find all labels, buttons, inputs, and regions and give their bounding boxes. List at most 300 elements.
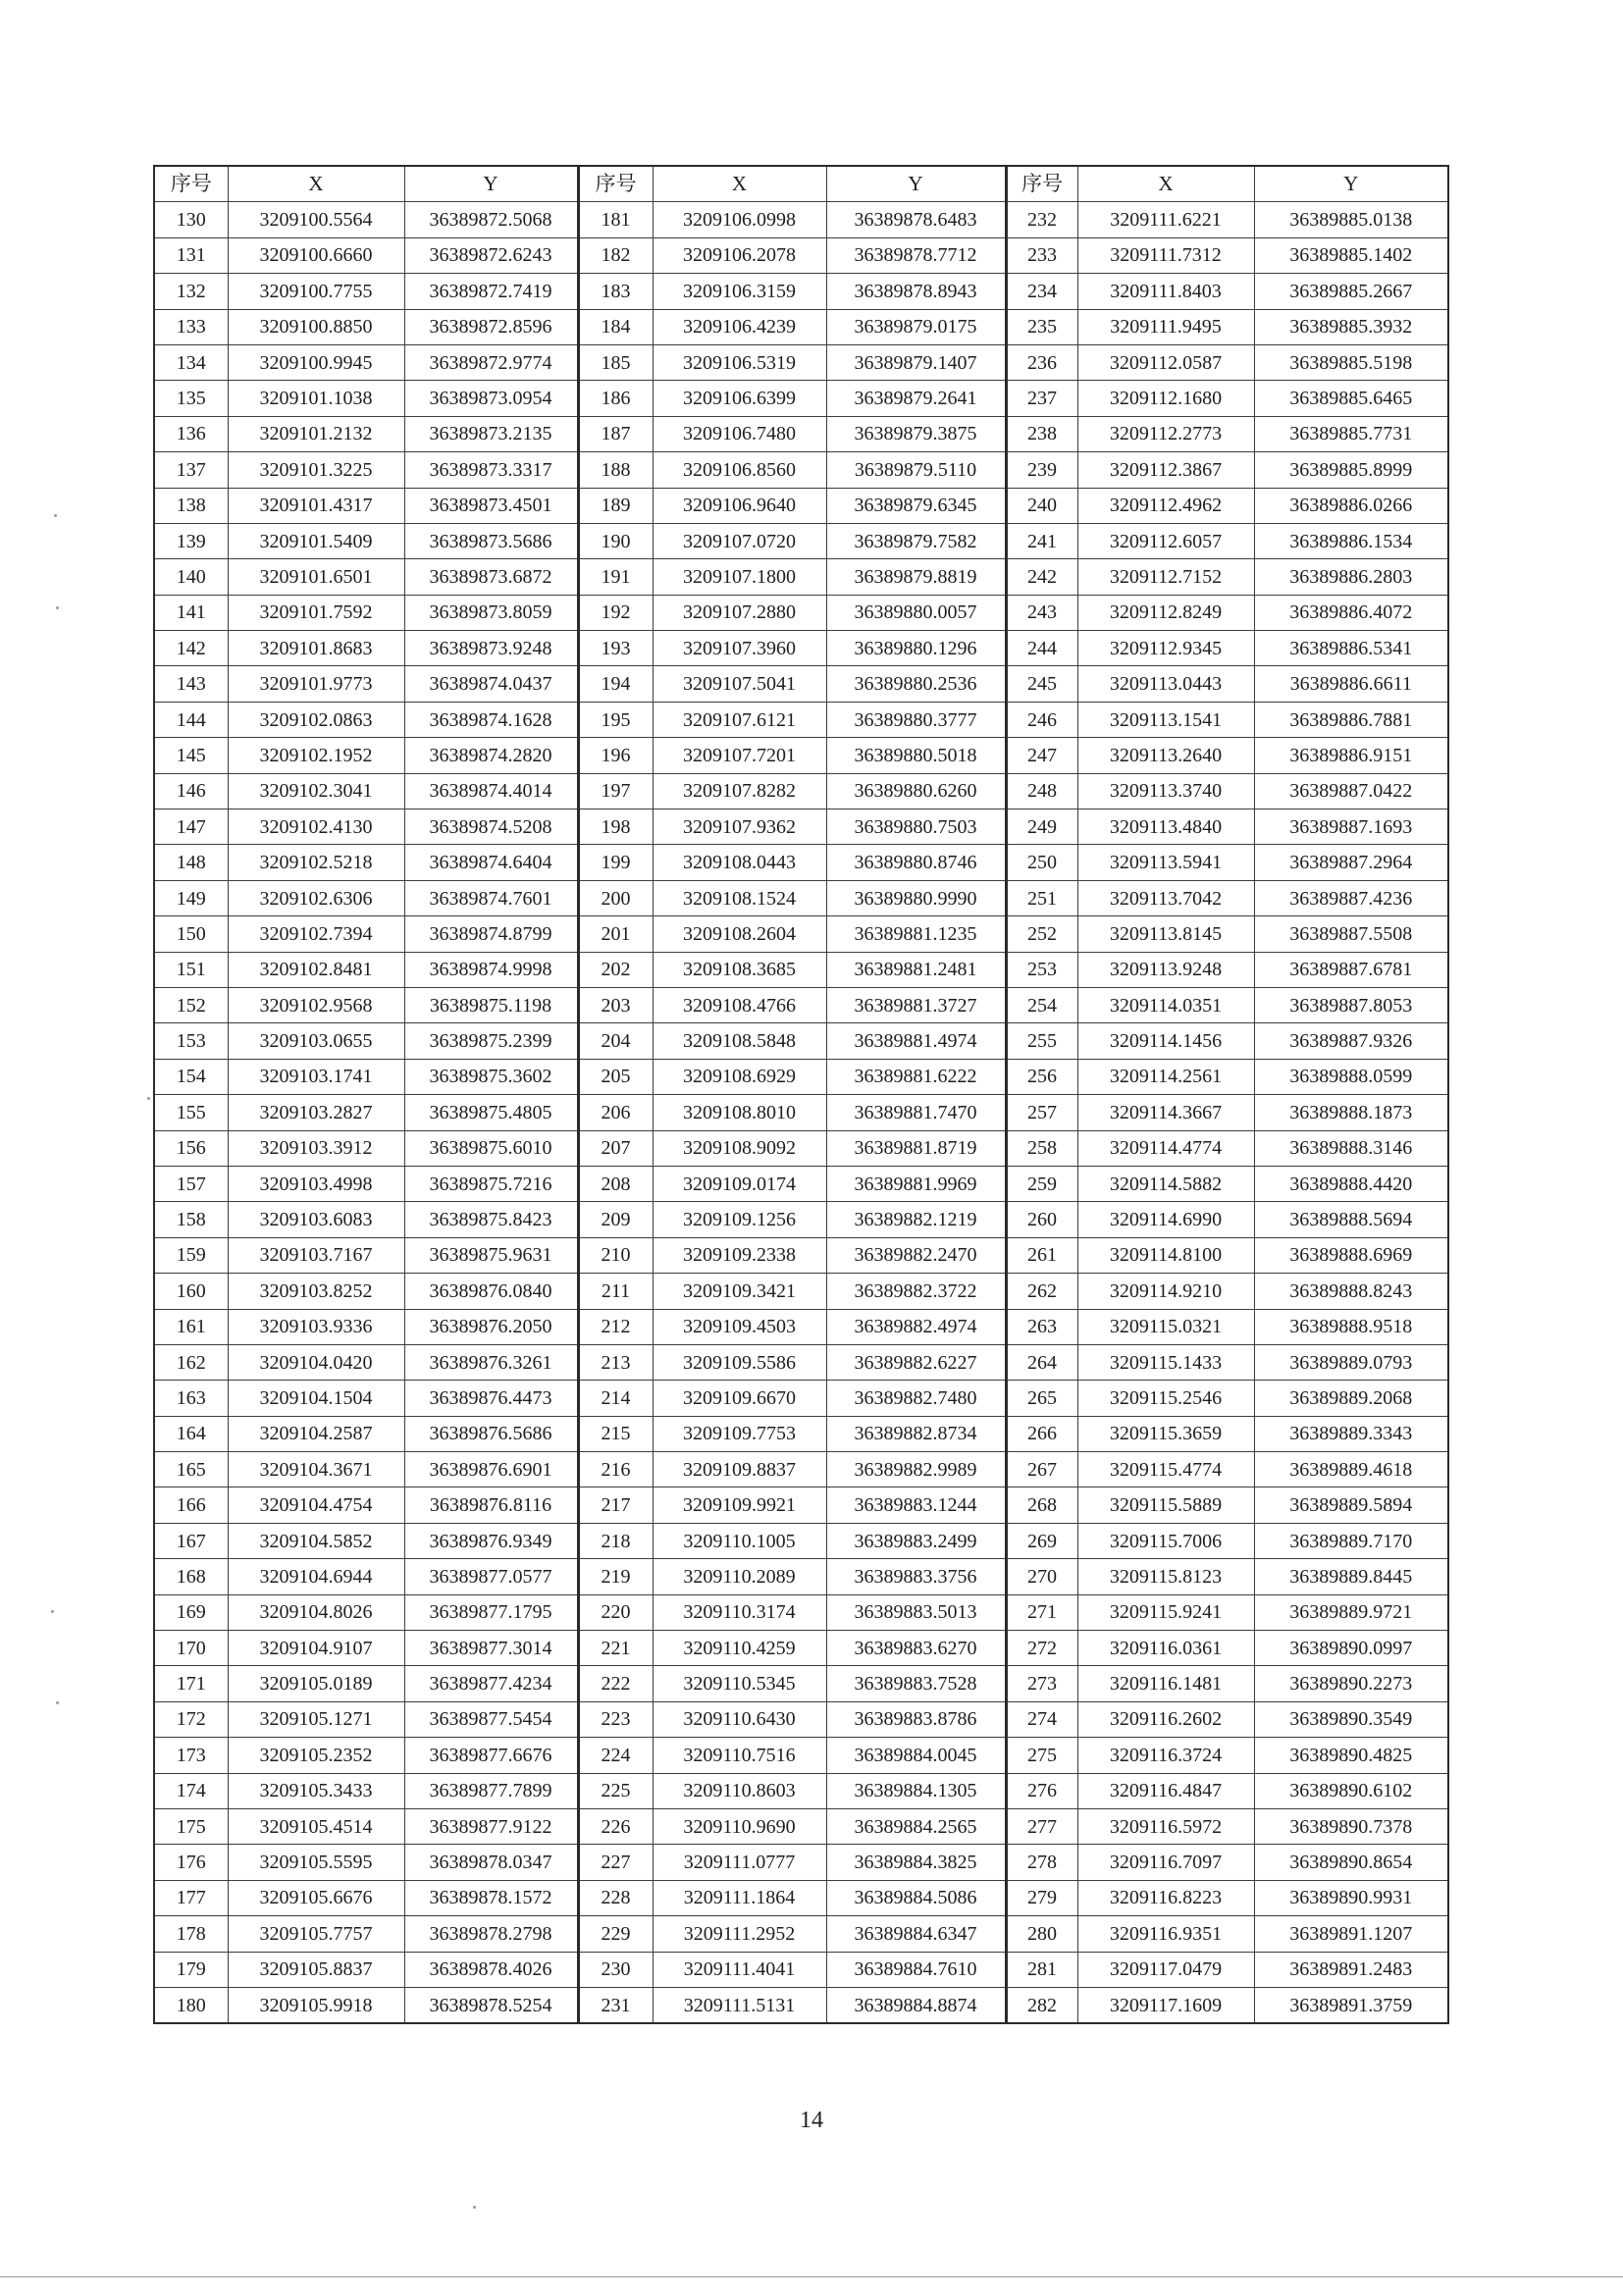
- cell-index: 144: [154, 702, 228, 737]
- cell-y: 36389880.6260: [826, 773, 1006, 809]
- table-row: [154, 523, 1448, 558]
- cell-y: 36389882.3722: [826, 1274, 1006, 1309]
- cell-index: 259: [1006, 1166, 1077, 1201]
- table-row: [154, 952, 1448, 987]
- cell-index: 254: [1006, 987, 1077, 1022]
- cell-y: 36389874.5208: [404, 809, 578, 845]
- header-index: 序号: [154, 166, 228, 202]
- cell-index: 182: [578, 237, 653, 273]
- cell-y: 36389885.0138: [1254, 202, 1448, 237]
- cell-x: 3209101.5409: [228, 523, 404, 558]
- coordinate-table: [153, 165, 1449, 2024]
- cell-y: 36389872.5068: [404, 202, 578, 237]
- cell-index: 237: [1006, 381, 1077, 416]
- cell-x: 3209103.3912: [228, 1130, 404, 1166]
- cell-y: 36389880.8746: [826, 845, 1006, 880]
- cell-index: 239: [1006, 452, 1077, 488]
- cell-x: 3209108.1524: [653, 880, 826, 915]
- cell-y: 36389881.8719: [826, 1130, 1006, 1166]
- cell-index: 273: [1006, 1666, 1077, 1701]
- cell-index: 135: [154, 381, 228, 416]
- cell-index: 166: [154, 1487, 228, 1523]
- cell-y: 36389888.6969: [1254, 1237, 1448, 1273]
- cell-x: 3209104.0420: [228, 1344, 404, 1380]
- cell-y: 36389890.8654: [1254, 1845, 1448, 1880]
- cell-index: 209: [578, 1202, 653, 1237]
- cell-y: 36389872.8596: [404, 309, 578, 344]
- table-row: [154, 559, 1448, 595]
- bottom-rule: [0, 2276, 1623, 2277]
- cell-x: 3209106.2078: [653, 237, 826, 273]
- cell-x: 3209102.7394: [228, 916, 404, 952]
- table-row: [154, 309, 1448, 344]
- cell-x: 3209107.5041: [653, 666, 826, 702]
- cell-index: 212: [578, 1309, 653, 1344]
- cell-x: 3209108.9092: [653, 1130, 826, 1166]
- cell-index: 181: [578, 202, 653, 237]
- header-y: Y: [404, 166, 578, 202]
- cell-index: 175: [154, 1808, 228, 1844]
- cell-index: 240: [1006, 488, 1077, 523]
- header-y: Y: [826, 166, 1006, 202]
- cell-index: 210: [578, 1237, 653, 1273]
- cell-x: 3209104.2587: [228, 1416, 404, 1451]
- cell-y: 36389881.2481: [826, 952, 1006, 987]
- cell-index: 276: [1006, 1773, 1077, 1808]
- cell-index: 248: [1006, 773, 1077, 809]
- cell-index: 205: [578, 1059, 653, 1094]
- table-row: [154, 1738, 1448, 1773]
- cell-x: 3209113.3740: [1077, 773, 1254, 809]
- cell-y: 36389889.7170: [1254, 1523, 1448, 1558]
- cell-index: 228: [578, 1880, 653, 1915]
- cell-x: 3209106.8560: [653, 452, 826, 488]
- cell-x: 3209110.5345: [653, 1666, 826, 1701]
- cell-y: 36389880.7503: [826, 809, 1006, 845]
- table-row: [154, 1666, 1448, 1701]
- cell-index: 227: [578, 1845, 653, 1880]
- cell-index: 183: [578, 274, 653, 309]
- cell-y: 36389884.0045: [826, 1738, 1006, 1773]
- cell-y: 36389891.3759: [1254, 1987, 1448, 2023]
- cell-x: 3209112.0587: [1077, 344, 1254, 380]
- cell-index: 151: [154, 952, 228, 987]
- cell-y: 36389883.8786: [826, 1701, 1006, 1737]
- cell-x: 3209105.5595: [228, 1845, 404, 1880]
- cell-index: 234: [1006, 274, 1077, 309]
- cell-y: 36389876.4473: [404, 1381, 578, 1416]
- cell-x: 3209111.1864: [653, 1880, 826, 1915]
- cell-index: 247: [1006, 738, 1077, 773]
- cell-x: 3209102.1952: [228, 738, 404, 773]
- cell-index: 147: [154, 809, 228, 845]
- cell-x: 3209107.7201: [653, 738, 826, 773]
- cell-x: 3209116.0361: [1077, 1631, 1254, 1666]
- cell-x: 3209102.0863: [228, 702, 404, 737]
- cell-x: 3209108.3685: [653, 952, 826, 987]
- cell-index: 269: [1006, 1523, 1077, 1558]
- cell-x: 3209102.9568: [228, 987, 404, 1022]
- cell-index: 154: [154, 1059, 228, 1094]
- cell-x: 3209113.8145: [1077, 916, 1254, 952]
- table-row: [154, 1987, 1448, 2023]
- cell-x: 3209111.7312: [1077, 237, 1254, 273]
- cell-x: 3209111.5131: [653, 1987, 826, 2023]
- cell-y: 36389883.6270: [826, 1631, 1006, 1666]
- cell-x: 3209108.6929: [653, 1059, 826, 1094]
- cell-y: 36389878.8943: [826, 274, 1006, 309]
- cell-y: 36389884.5086: [826, 1880, 1006, 1915]
- table-row: [154, 1773, 1448, 1808]
- table-row: [154, 916, 1448, 952]
- cell-y: 36389882.4974: [826, 1309, 1006, 1344]
- cell-y: 36389877.6676: [404, 1738, 578, 1773]
- cell-index: 252: [1006, 916, 1077, 952]
- cell-index: 275: [1006, 1738, 1077, 1773]
- cell-y: 36389876.0840: [404, 1274, 578, 1309]
- cell-x: 3209114.5882: [1077, 1166, 1254, 1201]
- table-row: [154, 1095, 1448, 1130]
- cell-x: 3209110.2089: [653, 1559, 826, 1594]
- cell-index: 230: [578, 1952, 653, 1987]
- cell-index: 274: [1006, 1701, 1077, 1737]
- cell-index: 219: [578, 1559, 653, 1594]
- cell-y: 36389876.8116: [404, 1487, 578, 1523]
- cell-y: 36389890.0997: [1254, 1631, 1448, 1666]
- cell-x: 3209103.4998: [228, 1166, 404, 1201]
- cell-index: 263: [1006, 1309, 1077, 1344]
- cell-x: 3209109.9921: [653, 1487, 826, 1523]
- cell-y: 36389873.5686: [404, 523, 578, 558]
- cell-x: 3209114.9210: [1077, 1274, 1254, 1309]
- table-row: [154, 381, 1448, 416]
- cell-index: 163: [154, 1381, 228, 1416]
- cell-y: 36389874.1628: [404, 702, 578, 737]
- cell-index: 201: [578, 916, 653, 952]
- cell-index: 171: [154, 1666, 228, 1701]
- cell-x: 3209110.7516: [653, 1738, 826, 1773]
- cell-x: 3209101.4317: [228, 488, 404, 523]
- table-row: [154, 773, 1448, 809]
- table-row: [154, 1416, 1448, 1451]
- cell-y: 36389885.7731: [1254, 416, 1448, 451]
- cell-x: 3209101.2132: [228, 416, 404, 451]
- cell-index: 194: [578, 666, 653, 702]
- table-row: [154, 880, 1448, 915]
- cell-y: 36389887.9326: [1254, 1023, 1448, 1059]
- cell-y: 36389877.7899: [404, 1773, 578, 1808]
- cell-x: 3209115.9241: [1077, 1594, 1254, 1630]
- table-row: [154, 1166, 1448, 1201]
- cell-x: 3209113.9248: [1077, 952, 1254, 987]
- cell-index: 202: [578, 952, 653, 987]
- cell-y: 36389887.5508: [1254, 916, 1448, 952]
- cell-x: 3209112.3867: [1077, 452, 1254, 488]
- cell-index: 131: [154, 237, 228, 273]
- cell-y: 36389878.5254: [404, 1987, 578, 2023]
- cell-index: 267: [1006, 1452, 1077, 1487]
- table-row: [154, 631, 1448, 666]
- cell-x: 3209103.7167: [228, 1237, 404, 1273]
- cell-index: 233: [1006, 237, 1077, 273]
- cell-x: 3209102.4130: [228, 809, 404, 845]
- table-row: [154, 1202, 1448, 1237]
- cell-y: 36389880.5018: [826, 738, 1006, 773]
- cell-index: 130: [154, 202, 228, 237]
- cell-x: 3209100.6660: [228, 237, 404, 273]
- cell-x: 3209105.2352: [228, 1738, 404, 1773]
- cell-y: 36389877.0577: [404, 1559, 578, 1594]
- cell-index: 172: [154, 1701, 228, 1737]
- cell-y: 36389879.1407: [826, 344, 1006, 380]
- header-row: [154, 166, 1448, 202]
- cell-x: 3209114.3667: [1077, 1095, 1254, 1130]
- cell-x: 3209115.8123: [1077, 1559, 1254, 1594]
- cell-index: 266: [1006, 1416, 1077, 1451]
- cell-y: 36389875.6010: [404, 1130, 578, 1166]
- cell-y: 36389880.3777: [826, 702, 1006, 737]
- cell-y: 36389881.4974: [826, 1023, 1006, 1059]
- cell-x: 3209111.6221: [1077, 202, 1254, 237]
- cell-x: 3209112.6057: [1077, 523, 1254, 558]
- cell-x: 3209103.2827: [228, 1095, 404, 1130]
- table-row: [154, 1631, 1448, 1666]
- table-row: [154, 738, 1448, 773]
- cell-y: 36389874.2820: [404, 738, 578, 773]
- cell-x: 3209110.4259: [653, 1631, 826, 1666]
- cell-x: 3209107.1800: [653, 559, 826, 595]
- cell-index: 280: [1006, 1916, 1077, 1952]
- table-row: [154, 452, 1448, 488]
- cell-x: 3209112.8249: [1077, 595, 1254, 630]
- cell-index: 148: [154, 845, 228, 880]
- cell-index: 185: [578, 344, 653, 380]
- cell-y: 36389886.6611: [1254, 666, 1448, 702]
- cell-y: 36389875.4805: [404, 1095, 578, 1130]
- cell-index: 143: [154, 666, 228, 702]
- cell-x: 3209117.1609: [1077, 1987, 1254, 2023]
- cell-x: 3209102.3041: [228, 773, 404, 809]
- cell-y: 36389887.6781: [1254, 952, 1448, 987]
- cell-y: 36389889.5894: [1254, 1487, 1448, 1523]
- cell-y: 36389876.9349: [404, 1523, 578, 1558]
- header-x: X: [228, 166, 404, 202]
- cell-x: 3209116.3724: [1077, 1738, 1254, 1773]
- cell-y: 36389889.9721: [1254, 1594, 1448, 1630]
- header-index: 序号: [578, 166, 653, 202]
- cell-y: 36389889.0793: [1254, 1344, 1448, 1380]
- cell-index: 271: [1006, 1594, 1077, 1630]
- cell-y: 36389873.9248: [404, 631, 578, 666]
- header-y: Y: [1254, 166, 1448, 202]
- cell-y: 36389883.5013: [826, 1594, 1006, 1630]
- cell-index: 180: [154, 1987, 228, 2023]
- cell-x: 3209116.9351: [1077, 1916, 1254, 1952]
- cell-y: 36389878.4026: [404, 1952, 578, 1987]
- cell-index: 243: [1006, 595, 1077, 630]
- cell-index: 217: [578, 1487, 653, 1523]
- cell-index: 255: [1006, 1023, 1077, 1059]
- cell-index: 203: [578, 987, 653, 1022]
- cell-y: 36389883.3756: [826, 1559, 1006, 1594]
- table-row: [154, 1952, 1448, 1987]
- cell-index: 262: [1006, 1274, 1077, 1309]
- cell-x: 3209107.2880: [653, 595, 826, 630]
- cell-y: 36389890.9931: [1254, 1880, 1448, 1915]
- cell-index: 141: [154, 595, 228, 630]
- cell-x: 3209115.3659: [1077, 1416, 1254, 1451]
- cell-index: 195: [578, 702, 653, 737]
- cell-x: 3209109.4503: [653, 1309, 826, 1344]
- cell-x: 3209115.7006: [1077, 1523, 1254, 1558]
- cell-x: 3209112.4962: [1077, 488, 1254, 523]
- cell-x: 3209106.5319: [653, 344, 826, 380]
- cell-y: 36389873.6872: [404, 559, 578, 595]
- cell-index: 134: [154, 344, 228, 380]
- cell-y: 36389874.6404: [404, 845, 578, 880]
- cell-index: 251: [1006, 880, 1077, 915]
- table-row: [154, 1237, 1448, 1273]
- cell-y: 36389888.5694: [1254, 1202, 1448, 1237]
- cell-index: 223: [578, 1701, 653, 1737]
- cell-y: 36389874.8799: [404, 916, 578, 952]
- scan-speck: [54, 514, 57, 517]
- cell-x: 3209110.6430: [653, 1701, 826, 1737]
- cell-y: 36389873.0954: [404, 381, 578, 416]
- cell-x: 3209105.0189: [228, 1666, 404, 1701]
- table-header: [154, 166, 1448, 202]
- table-row: [154, 344, 1448, 380]
- scan-speck: [473, 2206, 476, 2209]
- cell-y: 36389885.1402: [1254, 237, 1448, 273]
- table-row: [154, 1452, 1448, 1487]
- cell-y: 36389879.3875: [826, 416, 1006, 451]
- scan-speck: [56, 606, 59, 609]
- cell-index: 204: [578, 1023, 653, 1059]
- cell-x: 3209105.6676: [228, 1880, 404, 1915]
- table-row: [154, 416, 1448, 451]
- cell-x: 3209112.9345: [1077, 631, 1254, 666]
- cell-y: 36389884.3825: [826, 1845, 1006, 1880]
- cell-index: 190: [578, 523, 653, 558]
- cell-x: 3209116.4847: [1077, 1773, 1254, 1808]
- cell-index: 161: [154, 1309, 228, 1344]
- cell-index: 249: [1006, 809, 1077, 845]
- cell-x: 3209114.0351: [1077, 987, 1254, 1022]
- cell-index: 279: [1006, 1880, 1077, 1915]
- cell-y: 36389890.3549: [1254, 1701, 1448, 1737]
- cell-index: 169: [154, 1594, 228, 1630]
- cell-index: 173: [154, 1738, 228, 1773]
- cell-index: 156: [154, 1130, 228, 1166]
- cell-y: 36389882.8734: [826, 1416, 1006, 1451]
- cell-index: 220: [578, 1594, 653, 1630]
- cell-x: 3209104.4754: [228, 1487, 404, 1523]
- cell-index: 216: [578, 1452, 653, 1487]
- cell-index: 250: [1006, 845, 1077, 880]
- cell-y: 36389885.5198: [1254, 344, 1448, 380]
- cell-x: 3209112.2773: [1077, 416, 1254, 451]
- cell-index: 140: [154, 559, 228, 595]
- cell-y: 36389874.9998: [404, 952, 578, 987]
- cell-index: 281: [1006, 1952, 1077, 1987]
- cell-y: 36389875.7216: [404, 1166, 578, 1201]
- cell-y: 36389888.9518: [1254, 1309, 1448, 1344]
- cell-index: 253: [1006, 952, 1077, 987]
- cell-index: 198: [578, 809, 653, 845]
- cell-x: 3209115.2546: [1077, 1381, 1254, 1416]
- table-row: [154, 666, 1448, 702]
- cell-x: 3209117.0479: [1077, 1952, 1254, 1987]
- cell-index: 178: [154, 1916, 228, 1952]
- cell-x: 3209105.8837: [228, 1952, 404, 1987]
- cell-y: 36389879.8819: [826, 559, 1006, 595]
- cell-x: 3209115.1433: [1077, 1344, 1254, 1380]
- cell-index: 160: [154, 1274, 228, 1309]
- cell-y: 36389883.1244: [826, 1487, 1006, 1523]
- cell-y: 36389872.9774: [404, 344, 578, 380]
- cell-y: 36389879.7582: [826, 523, 1006, 558]
- cell-y: 36389887.4236: [1254, 880, 1448, 915]
- cell-y: 36389881.7470: [826, 1095, 1006, 1130]
- cell-y: 36389882.2470: [826, 1237, 1006, 1273]
- cell-x: 3209105.7757: [228, 1916, 404, 1952]
- cell-index: 165: [154, 1452, 228, 1487]
- cell-x: 3209104.3671: [228, 1452, 404, 1487]
- cell-index: 229: [578, 1916, 653, 1952]
- cell-y: 36389884.7610: [826, 1952, 1006, 1987]
- cell-y: 36389890.4825: [1254, 1738, 1448, 1773]
- cell-y: 36389878.6483: [826, 202, 1006, 237]
- cell-index: 226: [578, 1808, 653, 1844]
- cell-index: 187: [578, 416, 653, 451]
- cell-y: 36389886.9151: [1254, 738, 1448, 773]
- cell-y: 36389876.5686: [404, 1416, 578, 1451]
- table-row: [154, 1130, 1448, 1166]
- cell-x: 3209101.1038: [228, 381, 404, 416]
- cell-y: 36389875.1198: [404, 987, 578, 1022]
- table-row: [154, 845, 1448, 880]
- cell-y: 36389891.1207: [1254, 1916, 1448, 1952]
- cell-y: 36389884.8874: [826, 1987, 1006, 2023]
- cell-x: 3209108.8010: [653, 1095, 826, 1130]
- cell-x: 3209109.6670: [653, 1381, 826, 1416]
- cell-y: 36389882.9989: [826, 1452, 1006, 1487]
- cell-y: 36389880.9990: [826, 880, 1006, 915]
- cell-y: 36389878.2798: [404, 1916, 578, 1952]
- cell-index: 197: [578, 773, 653, 809]
- cell-index: 211: [578, 1274, 653, 1309]
- cell-index: 232: [1006, 202, 1077, 237]
- cell-y: 36389890.7378: [1254, 1808, 1448, 1844]
- cell-y: 36389877.9122: [404, 1808, 578, 1844]
- cell-x: 3209116.5972: [1077, 1808, 1254, 1844]
- table-row: [154, 595, 1448, 630]
- table-row: [154, 274, 1448, 309]
- cell-x: 3209107.9362: [653, 809, 826, 845]
- cell-x: 3209116.7097: [1077, 1845, 1254, 1880]
- table-body: [154, 202, 1448, 2023]
- cell-y: 36389887.0422: [1254, 773, 1448, 809]
- cell-x: 3209115.0321: [1077, 1309, 1254, 1344]
- cell-x: 3209101.6501: [228, 559, 404, 595]
- cell-index: 207: [578, 1130, 653, 1166]
- cell-index: 186: [578, 381, 653, 416]
- cell-x: 3209101.8683: [228, 631, 404, 666]
- cell-x: 3209114.8100: [1077, 1237, 1254, 1273]
- cell-x: 3209105.4514: [228, 1808, 404, 1844]
- cell-x: 3209101.7592: [228, 595, 404, 630]
